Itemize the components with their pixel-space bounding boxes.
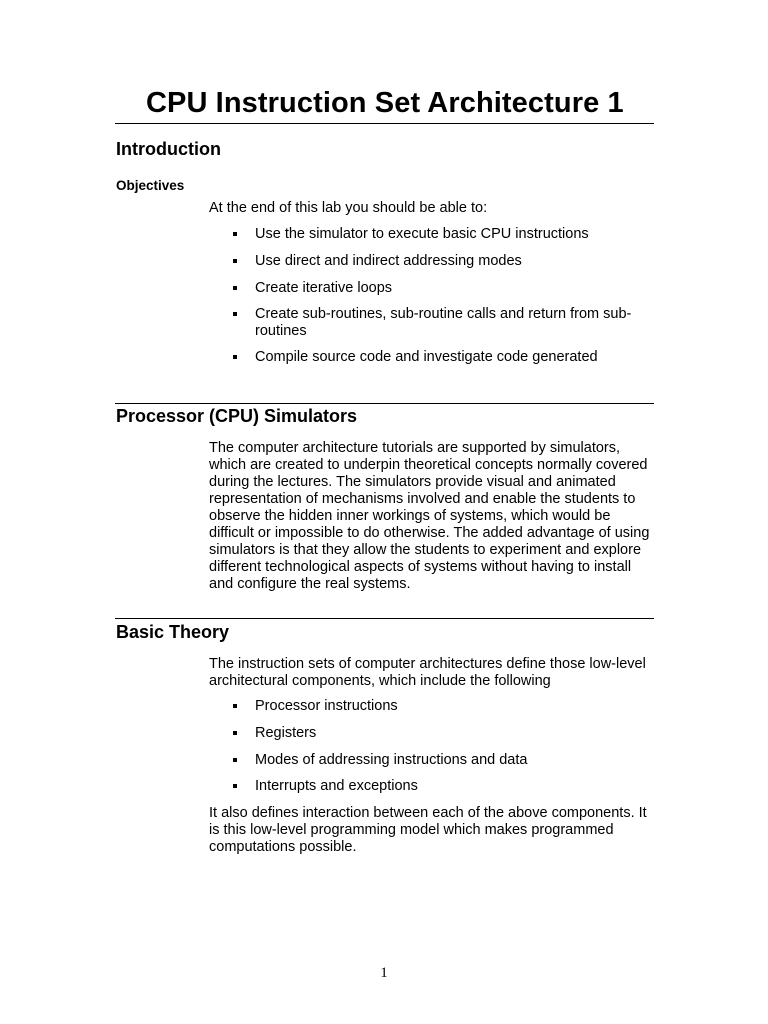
simulators-heading: Processor (CPU) Simulators	[116, 406, 358, 426]
objective-item: Create sub-routines, sub-routine calls and return from sub-routines	[229, 306, 680, 340]
objective-item: Compile source code and investigate code generated	[229, 349, 680, 366]
title-rule	[115, 123, 654, 124]
theory-item: Modes of addressing instructions and data	[229, 752, 680, 769]
page-number: 1	[380, 965, 388, 981]
objective-item: Create iterative loops	[229, 280, 680, 297]
document-title: CPU Instruction Set Architecture 1	[146, 87, 624, 119]
basic-theory-closing: It also defines interaction between each of the above components. It is this low-level programming model which makes programmed computations possible.	[209, 805, 647, 855]
objective-item: Use the simulator to execute basic CPU instructions	[229, 226, 680, 243]
basic-theory-lead: The instruction sets of computer architectures define those low-level architectural components, which include the following	[209, 656, 646, 689]
theory-item: Processor instructions	[229, 698, 680, 715]
objectives-lead: At the end of this lab you should be able to:	[209, 200, 488, 216]
objective-item: Use direct and indirect addressing modes	[229, 253, 680, 270]
theory-item: Registers	[229, 725, 680, 742]
simulators-paragraph: The computer architecture tutorials are supported by simulators, which are created to underpin theoretical concepts normally covered during the lectures. The simulators provide visual and animated representation of mechanisms involved and enable the students to observe the hidden inner workings of systems, which would be difficult or impossible to do otherwise. The added advantage of using simulators is that they allow the students to experiment and explore different technological aspects of systems without having to install and configure the real systems.	[209, 440, 650, 592]
section-rule	[115, 618, 654, 619]
introduction-heading: Introduction	[116, 139, 221, 159]
section-rule	[115, 403, 654, 404]
theory-item: Interrupts and exceptions	[229, 778, 680, 795]
basic-theory-heading: Basic Theory	[116, 622, 230, 642]
objectives-heading: Objectives	[116, 178, 185, 193]
